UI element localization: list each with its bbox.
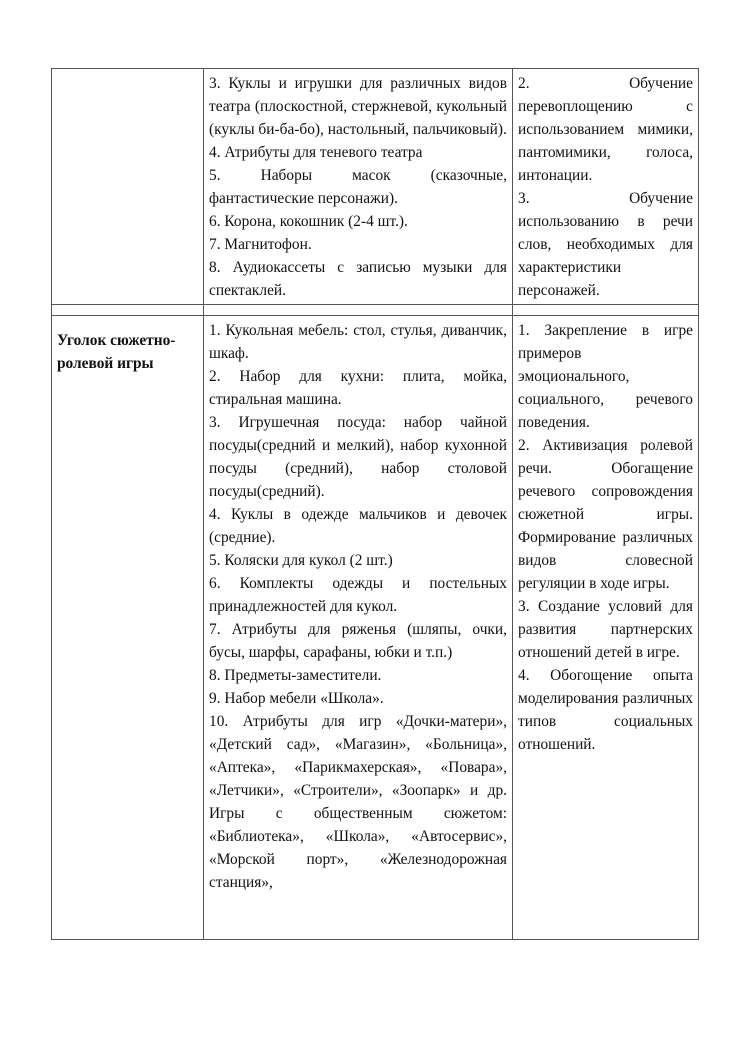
goals-cell bbox=[513, 316, 699, 940]
equipment-item: 8. Аудиокассеты с записью музыки для спектаклей. bbox=[209, 259, 507, 299]
table-row bbox=[52, 69, 699, 305]
goal-item: 1. Закрепление в игре примеров эмоционального, социального, речевого поведения. bbox=[518, 322, 693, 431]
goal-item: 3. Создание условий для развития партнерских отношений детей в игре. bbox=[518, 598, 693, 661]
equipment-item: 4. Атрибуты для теневого театра bbox=[209, 144, 423, 161]
table-row bbox=[52, 316, 699, 940]
spacer-row bbox=[52, 305, 699, 316]
equipment-item: 1. Кукольная мебель: стол, стулья, диванчик, шкаф. bbox=[209, 322, 507, 362]
corner-title: Уголок сюжетно-ролевой игры bbox=[52, 316, 204, 940]
equipment-cell bbox=[204, 69, 513, 305]
equipment-item: 4. Куклы в одежде мальчиков и девочек (средние). bbox=[209, 506, 507, 546]
goal-item: 3. Обучение использованию в речи слов, необходимых для характеристики персонажей. bbox=[518, 190, 693, 299]
content-table bbox=[51, 68, 699, 940]
goals-cell bbox=[513, 69, 699, 305]
equipment-item: 9. Набор мебели «Школа». bbox=[209, 690, 384, 707]
equipment-item: 6. Комплекты одежды и постельных принадлежностей для кукол. bbox=[209, 575, 507, 615]
goal-item: 2. Обучение перевоплощению с использованием мимики, пантомимики, голоса, интонации. bbox=[518, 75, 693, 184]
corner-title bbox=[52, 69, 204, 305]
equipment-item: 5. Наборы масок (сказочные, фантастические персонажи). bbox=[209, 167, 507, 207]
equipment-item: 7. Атрибуты для ряженья (шляпы, очки, бусы, шарфы, сарафаны, юбки и т.п.) bbox=[209, 621, 507, 661]
goal-item: 2. Активизация ролевой речи. Обогащение речевого сопровождения сюжетной игры. Формирование различных видов словесной регуляции в ходе игры. bbox=[518, 437, 693, 592]
equipment-item: 2. Набор для кухни: плита, мойка, стиральная машина. bbox=[209, 368, 507, 408]
equipment-item: 3. Куклы и игрушки для различных видов театра (плоскостной, стержневой, кукольный (куклы би-ба-бо), настольный, пальчиковый). bbox=[209, 75, 507, 138]
equipment-item: 6. Корона, кокошник (2-4 шт.). bbox=[209, 213, 408, 230]
equipment-item: 7. Магнитофон. bbox=[209, 236, 312, 253]
equipment-item: 8. Предметы-заместители. bbox=[209, 667, 382, 684]
goal-item: 4. Обогощение опыта моделирования различных типов социальных отношений. bbox=[518, 667, 693, 753]
equipment-cell bbox=[204, 316, 513, 940]
equipment-item: 10. Атрибуты для игр «Дочки-матери», «Детский сад», «Магазин», «Больница», «Аптека», «Парикмахерская», «Повара», «Летчики», «Строители», «Зоопарк» и др. Игры с общественным сюжетом: «Библиотека», «Школа», «Автосервис», «Морской порт», «Железнодорожная станция», bbox=[209, 713, 507, 891]
equipment-item: 5. Коляски для кукол (2 шт.) bbox=[209, 552, 393, 569]
equipment-item: 3. Игрушечная посуда: набор чайной посуды(средний и мелкий), набор кухонной посуды (средний), набор столовой посуды(средний). bbox=[209, 414, 507, 500]
